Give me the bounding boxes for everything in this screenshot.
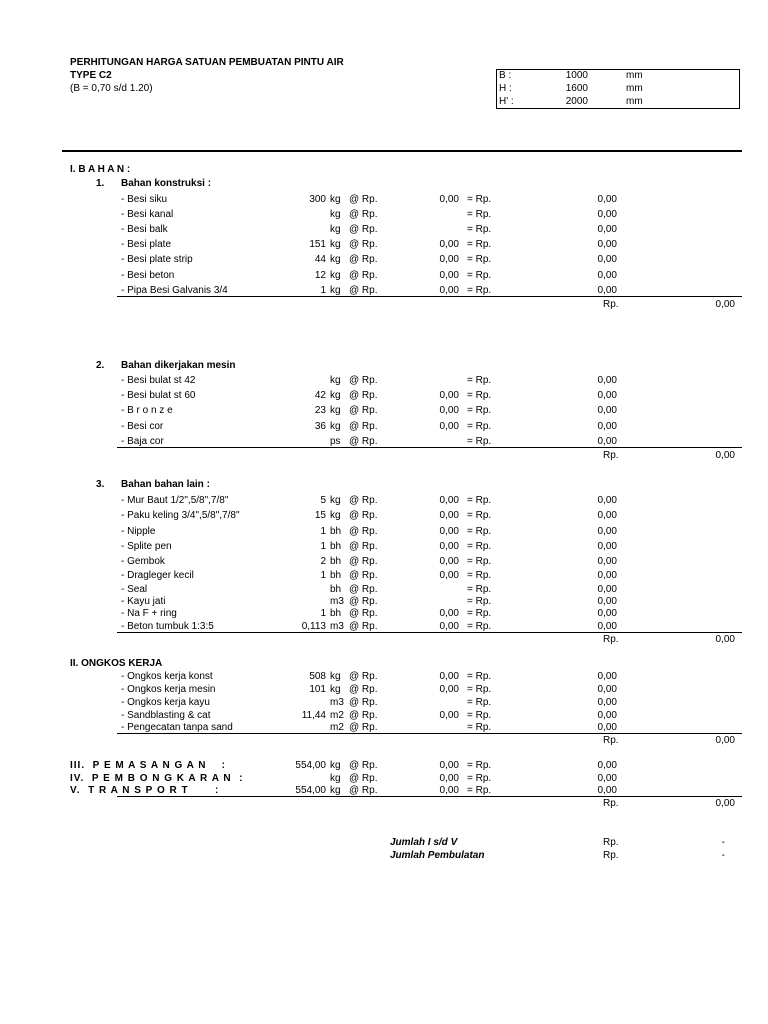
item-unit: kg	[330, 209, 341, 221]
sub2-title: Bahan dikerjakan mesin	[121, 360, 236, 371]
sub1-number: 1.	[96, 178, 105, 189]
item-name: - Besi balk	[121, 224, 168, 236]
eq-rp-label: = Rp.	[467, 785, 492, 796]
item-name: - Sandblasting & cat	[121, 710, 211, 721]
item-qty: 101	[309, 684, 326, 695]
item-name: - Kayu jati	[121, 596, 166, 607]
eq-rp-label: = Rp.	[467, 405, 492, 417]
item-unit: m3	[330, 621, 344, 632]
item-unit: kg	[330, 254, 341, 266]
at-rp-label: @ Rp.	[349, 596, 378, 607]
page-title: PERHITUNGAN HARGA SATUAN PEMBUATAN PINTU AIR	[70, 57, 344, 68]
item-price: 0,00	[439, 526, 459, 537]
item-qty: 23	[314, 405, 326, 417]
summary-label: Jumlah Pembulatan	[390, 850, 485, 861]
eq-rp-label: = Rp.	[467, 375, 492, 386]
item-total: 0,00	[597, 556, 617, 567]
eq-rp-label: = Rp.	[467, 435, 492, 447]
item-unit: m3	[330, 697, 344, 708]
item-unit: kg	[330, 420, 341, 432]
item-unit: kg	[330, 194, 341, 205]
at-rp-label: @ Rp.	[349, 420, 378, 432]
item-name: - Ongkos kerja kayu	[121, 697, 210, 708]
item-price: 0,00	[439, 671, 459, 682]
at-rp-label: @ Rp.	[349, 773, 378, 784]
item-qty: 151	[309, 239, 326, 251]
subtotal-value: 0,00	[715, 450, 735, 461]
item-unit: kg	[330, 224, 341, 236]
eq-rp-label: = Rp.	[467, 671, 492, 682]
item-total: 0,00	[597, 785, 617, 796]
eq-rp-label: = Rp.	[467, 420, 492, 432]
dimension-unit: mm	[626, 70, 643, 81]
item-total: 0,00	[597, 254, 617, 266]
item-name: - Ongkos kerja konst	[121, 671, 213, 682]
item-unit: kg	[330, 684, 341, 695]
subtotal-line	[117, 796, 742, 797]
item-unit: kg	[330, 671, 341, 682]
item-total: 0,00	[597, 570, 617, 581]
sub3-title: Bahan bahan lain :	[121, 479, 210, 490]
at-rp-label: @ Rp.	[349, 710, 378, 721]
section-bahan-heading: I. B A H A N :	[70, 164, 131, 175]
at-rp-label: @ Rp.	[349, 224, 378, 236]
item-price: 0,00	[439, 608, 459, 619]
item-unit: kg	[330, 495, 341, 506]
eq-rp-label: = Rp.	[467, 209, 492, 221]
at-rp-label: @ Rp.	[349, 209, 378, 221]
item-price: 0,00	[439, 541, 459, 552]
range-label: (B = 0,70 s/d 1.20)	[70, 83, 153, 94]
item-total: 0,00	[597, 541, 617, 552]
item-unit: bh	[330, 608, 342, 619]
summary-currency: Rp.	[603, 837, 619, 848]
subtotal-line	[117, 733, 742, 734]
item-qty: 5	[320, 495, 326, 506]
eq-rp-label: = Rp.	[467, 541, 492, 552]
item-name: - Nipple	[121, 526, 156, 537]
eq-rp-label: = Rp.	[467, 254, 492, 266]
eq-rp-label: = Rp.	[467, 596, 492, 607]
item-unit: kg	[330, 510, 341, 521]
item-qty: 1	[320, 526, 326, 537]
eq-rp-label: = Rp.	[467, 495, 492, 506]
section-row-label: III. P E M A S A N G A N :	[70, 760, 226, 771]
at-rp-label: @ Rp.	[349, 697, 378, 708]
item-total: 0,00	[597, 621, 617, 632]
item-unit: kg	[330, 773, 341, 784]
eq-rp-label: = Rp.	[467, 224, 492, 236]
eq-rp-label: = Rp.	[467, 773, 492, 784]
subtotal-value: 0,00	[715, 735, 735, 746]
dimension-label: H' :	[499, 96, 514, 107]
item-price: 0,00	[439, 420, 459, 432]
item-qty: 15	[314, 510, 326, 521]
summary-currency: Rp.	[603, 850, 619, 861]
eq-rp-label: = Rp.	[467, 239, 492, 251]
dimension-unit: mm	[626, 83, 643, 94]
dimension-label: H :	[499, 83, 512, 94]
item-name: - Besi plate	[121, 239, 172, 251]
item-total: 0,00	[597, 584, 617, 595]
item-price: 0,00	[439, 390, 459, 402]
item-unit: kg	[330, 785, 341, 796]
item-name: - Besi kanal	[121, 209, 174, 221]
sub1-title: Bahan konstruksi :	[121, 178, 212, 189]
item-unit: bh	[330, 526, 342, 537]
item-qty: 36	[314, 420, 326, 432]
at-rp-label: @ Rp.	[349, 269, 378, 281]
dimension-value: 2000	[565, 96, 588, 107]
item-price: 0,00	[439, 684, 459, 695]
at-rp-label: @ Rp.	[349, 608, 378, 619]
item-price: 0,00	[439, 284, 459, 296]
item-price: 0,00	[439, 785, 459, 796]
item-total: 0,00	[597, 405, 617, 417]
eq-rp-label: = Rp.	[467, 269, 492, 281]
item-price: 0,00	[439, 239, 459, 251]
at-rp-label: @ Rp.	[349, 254, 378, 266]
eq-rp-label: = Rp.	[467, 722, 492, 733]
summary-value: -	[721, 837, 725, 848]
item-unit: kg	[330, 405, 341, 417]
item-unit: bh	[330, 570, 342, 581]
eq-rp-label: = Rp.	[467, 194, 492, 205]
item-total: 0,00	[597, 671, 617, 682]
dimension-box	[496, 69, 740, 109]
item-price: 0,00	[439, 254, 459, 266]
item-qty: 44	[314, 254, 326, 266]
item-total: 0,00	[597, 375, 617, 386]
item-name: - Besi bulat st 42	[121, 375, 196, 386]
subtotal-currency: Rp.	[603, 735, 619, 746]
item-name: - Gembok	[121, 556, 165, 567]
item-qty: 2	[320, 556, 326, 567]
item-unit: bh	[330, 556, 342, 567]
item-total: 0,00	[597, 269, 617, 281]
section-row-label: IV. P E M B O N G K A R A N :	[70, 773, 244, 784]
item-name: - Ongkos kerja mesin	[121, 684, 216, 695]
at-rp-label: @ Rp.	[349, 375, 378, 386]
item-name: - Na F + ring	[121, 608, 177, 619]
at-rp-label: @ Rp.	[349, 760, 378, 771]
item-qty: 554,00	[295, 760, 326, 771]
item-total: 0,00	[597, 722, 617, 733]
item-unit: kg	[330, 390, 341, 402]
item-total: 0,00	[597, 608, 617, 619]
item-name: - Mur Baut 1/2",5/8",7/8"	[121, 495, 229, 506]
item-total: 0,00	[597, 420, 617, 432]
item-name: - Pipa Besi Galvanis 3/4	[121, 284, 228, 296]
eq-rp-label: = Rp.	[467, 697, 492, 708]
subtotal-currency: Rp.	[603, 634, 619, 645]
eq-rp-label: = Rp.	[467, 510, 492, 521]
item-name: - Besi cor	[121, 420, 164, 432]
item-price: 0,00	[439, 621, 459, 632]
subtotal-value: 0,00	[715, 798, 735, 809]
item-unit: kg	[330, 284, 341, 296]
item-unit: m3	[330, 596, 344, 607]
sub2-number: 2.	[96, 360, 105, 371]
item-qty: 1	[320, 570, 326, 581]
item-name: - Dragleger kecil	[121, 570, 194, 581]
at-rp-label: @ Rp.	[349, 284, 378, 296]
item-total: 0,00	[597, 596, 617, 607]
eq-rp-label: = Rp.	[467, 608, 492, 619]
item-total: 0,00	[597, 194, 617, 205]
dimension-value: 1000	[565, 70, 588, 81]
at-rp-label: @ Rp.	[349, 556, 378, 567]
item-qty: 11,44	[301, 710, 326, 721]
subtotal-line	[117, 447, 742, 448]
item-name: - Besi beton	[121, 269, 175, 281]
type-label: TYPE C2	[70, 70, 112, 81]
eq-rp-label: = Rp.	[467, 760, 492, 771]
item-qty: 554,00	[295, 785, 326, 796]
item-unit: bh	[330, 584, 342, 595]
item-price: 0,00	[439, 710, 459, 721]
at-rp-label: @ Rp.	[349, 495, 378, 506]
item-price: 0,00	[439, 570, 459, 581]
item-name: - B r o n z e	[121, 405, 173, 417]
header-divider	[62, 150, 742, 152]
at-rp-label: @ Rp.	[349, 194, 378, 205]
section-row-label: V. T R A N S P O R T :	[70, 785, 220, 796]
section-ongkos-heading: II. ONGKOS KERJA	[70, 658, 163, 669]
eq-rp-label: = Rp.	[467, 684, 492, 695]
at-rp-label: @ Rp.	[349, 785, 378, 796]
item-unit: ps	[330, 435, 341, 447]
item-qty: 42	[314, 390, 326, 402]
item-unit: kg	[330, 760, 341, 771]
item-name: - Seal	[121, 584, 148, 595]
item-unit: kg	[330, 375, 341, 386]
item-price: 0,00	[439, 269, 459, 281]
at-rp-label: @ Rp.	[349, 621, 378, 632]
eq-rp-label: = Rp.	[467, 570, 492, 581]
eq-rp-label: = Rp.	[467, 621, 492, 632]
item-total: 0,00	[597, 390, 617, 402]
at-rp-label: @ Rp.	[349, 435, 378, 447]
item-name: - Pengecatan tanpa sand	[121, 722, 233, 733]
eq-rp-label: = Rp.	[467, 390, 492, 402]
item-total: 0,00	[597, 684, 617, 695]
item-price: 0,00	[439, 194, 459, 205]
at-rp-label: @ Rp.	[349, 541, 378, 552]
item-total: 0,00	[597, 526, 617, 537]
item-name: - Beton tumbuk 1:3:5	[121, 621, 214, 632]
item-name: - Besi bulat st 60	[121, 390, 196, 402]
at-rp-label: @ Rp.	[349, 570, 378, 581]
eq-rp-label: = Rp.	[467, 710, 492, 721]
item-price: 0,00	[439, 405, 459, 417]
eq-rp-label: = Rp.	[467, 284, 492, 296]
item-qty: 300	[309, 194, 326, 205]
item-name: - Paku keling 3/4",5/8",7/8"	[121, 510, 240, 521]
item-qty: 12	[314, 269, 326, 281]
eq-rp-label: = Rp.	[467, 584, 492, 595]
item-price: 0,00	[439, 510, 459, 521]
item-qty: 1	[320, 541, 326, 552]
item-total: 0,00	[597, 773, 617, 784]
dimension-label: B :	[499, 70, 512, 81]
at-rp-label: @ Rp.	[349, 584, 378, 595]
item-total: 0,00	[597, 760, 617, 771]
dimension-value: 1600	[565, 83, 588, 94]
item-total: 0,00	[597, 209, 617, 221]
eq-rp-label: = Rp.	[467, 556, 492, 567]
subtotal-currency: Rp.	[603, 450, 619, 461]
summary-label: Jumlah I s/d V	[390, 837, 458, 848]
dimension-unit: mm	[626, 96, 643, 107]
item-unit: m2	[330, 710, 344, 721]
subtotal-line	[117, 296, 742, 297]
item-total: 0,00	[597, 510, 617, 521]
at-rp-label: @ Rp.	[349, 684, 378, 695]
item-name: - Splite pen	[121, 541, 172, 552]
item-unit: kg	[330, 239, 341, 251]
item-unit: bh	[330, 541, 342, 552]
at-rp-label: @ Rp.	[349, 722, 378, 733]
summary-value: -	[721, 850, 725, 861]
item-name: - Besi siku	[121, 194, 168, 205]
sub3-number: 3.	[96, 479, 105, 490]
item-qty: 0,113	[301, 621, 326, 632]
eq-rp-label: = Rp.	[467, 526, 492, 537]
item-unit: kg	[330, 269, 341, 281]
item-qty: 508	[309, 671, 326, 682]
subtotal-value: 0,00	[715, 299, 735, 310]
at-rp-label: @ Rp.	[349, 526, 378, 537]
at-rp-label: @ Rp.	[349, 239, 378, 251]
item-total: 0,00	[597, 697, 617, 708]
item-name: - Besi plate strip	[121, 254, 193, 266]
at-rp-label: @ Rp.	[349, 405, 378, 417]
item-total: 0,00	[597, 224, 617, 236]
item-price: 0,00	[439, 556, 459, 567]
item-total: 0,00	[597, 495, 617, 506]
item-name: - Baja cor	[121, 435, 164, 447]
item-total: 0,00	[597, 710, 617, 721]
item-price: 0,00	[439, 495, 459, 506]
item-total: 0,00	[597, 284, 617, 296]
item-price: 0,00	[439, 760, 459, 771]
item-qty: 1	[320, 284, 326, 296]
subtotal-line	[117, 632, 742, 633]
subtotal-currency: Rp.	[603, 299, 619, 310]
item-total: 0,00	[597, 239, 617, 251]
at-rp-label: @ Rp.	[349, 390, 378, 402]
subtotal-currency: Rp.	[603, 798, 619, 809]
item-unit: m2	[330, 722, 344, 733]
at-rp-label: @ Rp.	[349, 671, 378, 682]
item-price: 0,00	[439, 773, 459, 784]
subtotal-value: 0,00	[715, 634, 735, 645]
at-rp-label: @ Rp.	[349, 510, 378, 521]
item-total: 0,00	[597, 435, 617, 447]
item-qty: 1	[320, 608, 326, 619]
